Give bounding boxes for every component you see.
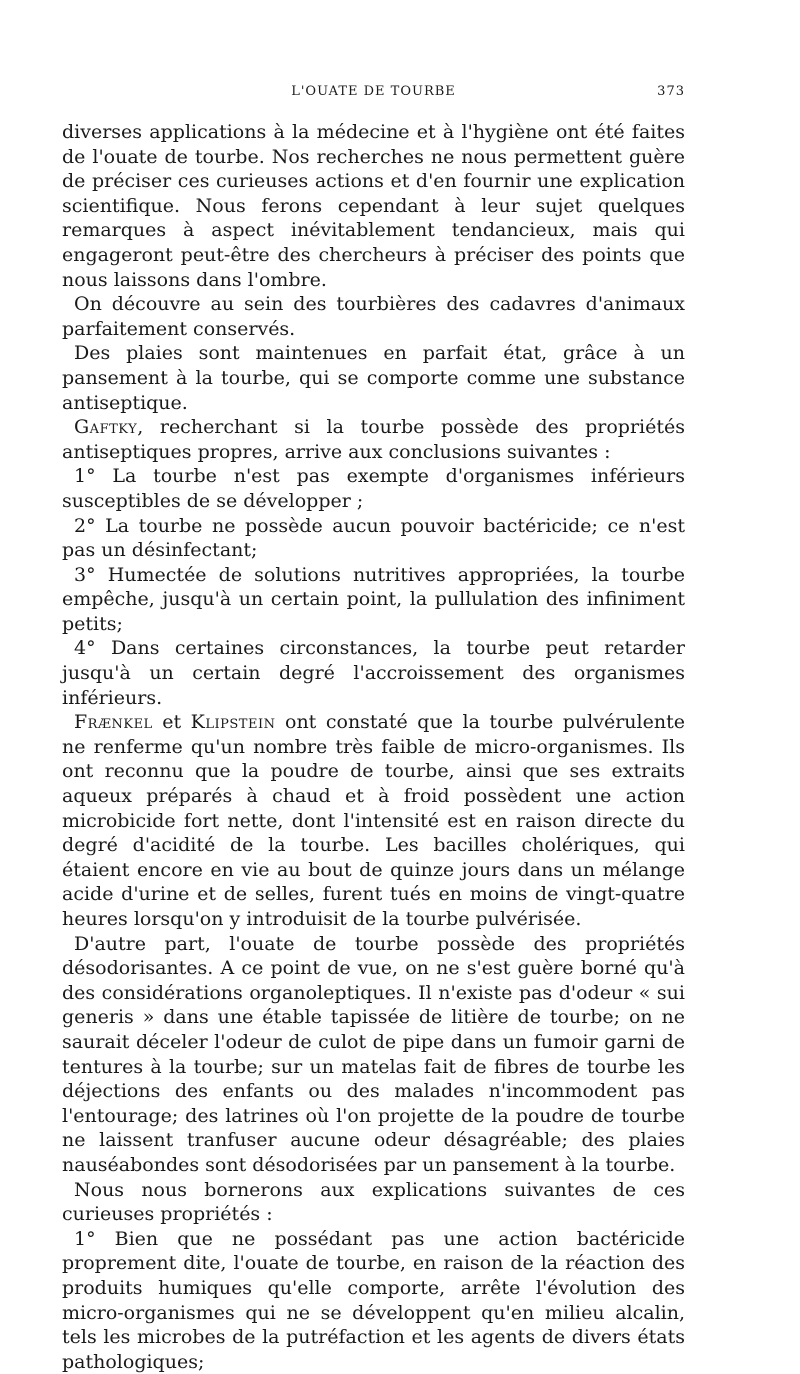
author-name: Gaftky bbox=[74, 416, 138, 439]
paragraph-text: diverses applications à la médecine et à l'hygiène ont été faites de l'ouate de tourbe. Nos recherches ne nous permettent guère de préciser ces curieuses actions et d'en fournir une explication scientifique. Nous ferons cependant à leur sujet quelques remarques à aspect inévitablement tendancieux, mais qui engageront peut-être des chercheurs à préciser des points que nous laissons dans l'ombre. bbox=[62, 121, 685, 291]
paragraph-text: Nous nous bornerons aux explications suivantes de ces curieuses propriétés : bbox=[62, 1178, 685, 1226]
list-item bbox=[62, 1227, 685, 1374]
paragraph-text: 2° La tourbe ne possède aucun pouvoir bactéricide; ce n'est pas un désinfectant; bbox=[62, 514, 685, 562]
paragraph-text: Des plaies sont maintenues en parfait état, grâce à un pansement à la tourbe, qui se comporte comme une substance antiseptique. bbox=[62, 342, 685, 414]
list-item bbox=[62, 636, 685, 710]
paragraph bbox=[62, 415, 685, 464]
paragraph-text: 1° La tourbe n'est pas exempte d'organismes inférieurs susceptibles de se développer ; bbox=[62, 465, 685, 512]
paragraph bbox=[62, 932, 685, 1178]
paragraph-text: On découvre au sein des tourbières des cadavres d'animaux parfaitement conservés. bbox=[62, 293, 685, 340]
list-item bbox=[62, 514, 685, 563]
book-page bbox=[62, 84, 685, 1374]
paragraph-text: 4° Dans certaines circonstances, la tourbe peut retarder jusqu'à un certain degré l'accroissement des organismes inférieurs. bbox=[62, 637, 685, 709]
author-name: Klipstein bbox=[190, 711, 276, 734]
author-name: Frænkel bbox=[74, 711, 153, 734]
author-connector: et bbox=[152, 711, 191, 734]
paragraph-text: , recherchant si la tourbe possède des propriétés antiseptiques propres, arrive aux conclusions suivantes : bbox=[62, 416, 685, 463]
body-text bbox=[62, 120, 685, 1374]
page-number: 373 bbox=[657, 84, 685, 99]
paragraph bbox=[62, 341, 685, 415]
running-title: L'OUATE DE TOURBE bbox=[291, 84, 456, 99]
paragraph bbox=[62, 1178, 685, 1227]
paragraph bbox=[62, 710, 685, 931]
list-item bbox=[62, 464, 685, 513]
paragraph-text: 3° Humectée de solutions nutritives appropriées, la tourbe empêche, jusqu'à un certain point, la pullulation des infiniment petits; bbox=[62, 563, 685, 635]
paragraph-text: 1° Bien que ne possédant pas une action bactéricide proprement dite, l'ouate de tourbe, en raison de la réaction des produits humiques qu'elle comporte, arrête l'évolution des micro-organismes qui ne se développent qu'en milieu alcalin, tels les microbes de la putréfaction et les agents de divers états pathologiques; bbox=[62, 1227, 685, 1373]
paragraph bbox=[62, 292, 685, 341]
paragraph-text: D'autre part, l'ouate de tourbe possède des propriétés désodorisantes. A ce point de vue, on ne s'est guère borné qu'à des considérations organoleptiques. Il n'existe pas d'odeur « sui generis » dans une étable tapissée de litière de tourbe; on ne saurait déceler l'odeur de culot de pipe dans un fumoir garni de tentures à la tourbe; sur un matelas fait de fibres de tourbe les déjections des enfants ou des malades n'incommodent pas l'entourage; des latrines où l'on projette de la poudre de tourbe ne laissent tranfuser aucune odeur désagréable; des plaies nauséabondes sont désodorisées par un pansement à la tourbe. bbox=[62, 932, 685, 1176]
paragraph-text: ont constaté que la tourbe pulvérulente ne renferme qu'un nombre très faible de micro-organismes. Ils ont reconnu que la poudre de tourbe, ainsi que ses extraits aqueux préparés à chaud et à froid possèdent une action microbicide fort nette, dont l'intensité est en raison directe du degré d'acidité de la tourbe. Les bacilles cholériques, qui étaient encore en vie au bout de quinze jours dans un mélange acide d'urine et de selles, furent tués en moins de vingt-quatre heures lorsqu'on y introduisit de la tourbe pulvérisée. bbox=[62, 711, 685, 930]
running-head bbox=[62, 84, 685, 108]
list-item bbox=[62, 563, 685, 637]
paragraph bbox=[62, 120, 685, 292]
